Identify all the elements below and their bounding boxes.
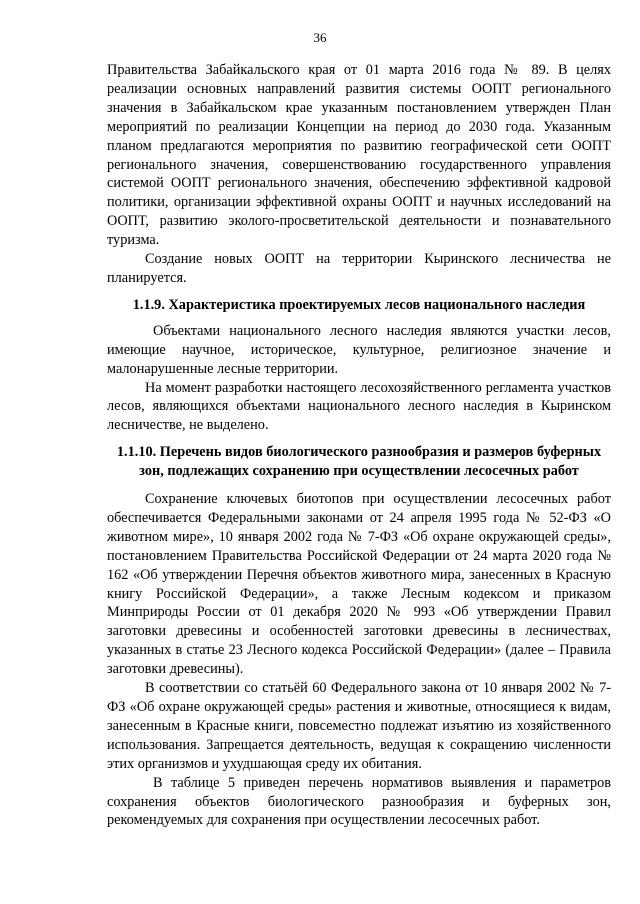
section-heading-1-1-10: 1.1.10. Перечень видов биологического разнообразия и размеров буферных зон, подлежащих сохранению при осуществлении лесосечных работ [116,444,602,480]
paragraph-table-5-reference: В таблице 5 приведен перечень нормативов выявления и параметров сохранения объектов биологического разнообразия и буферных зон, рекомендуемых для сохранения при осуществлении лесосечных работ. [107,774,611,829]
paragraph-article-60: В соответствии со статьёй 60 Федерального закона от 10 января 2002 № 7-ФЗ «Об охране окружающей среды» растения и животные, относящиеся к видам, занесенным в Красные книги, повсеместно подлежат изъятию из хозяйственного использования. Запрещается деятельность, ведущая к сокращению численности этих организмов и ухудшающая среду их обитания. [107,680,611,772]
paragraph-new-oopt: Создание новых ООПТ на территории Кыринского лесничества не планируется. [107,251,611,286]
page-number: 36 [313,30,327,45]
document-body [107,61,611,830]
paragraph-heritage-not-allocated: На момент разработки настоящего лесохозяйственного регламента участков лесов, являющихся объектами национального лесного наследия в Кыринском лесничестве, не выделено. [107,379,611,434]
section-heading-1-1-9: 1.1.9. Характеристика проектируемых лесов национального наследия [132,296,586,313]
paragraph-biotope-preservation: Сохранение ключевых биотопов при осуществлении лесосечных работ обеспечивается Федеральными законами от 24 апреля 1995 года № 52-ФЗ «О животном мире», 10 января 2002 года № 7-ФЗ «Об охране окружающей среды», постановлением Правительства Российской Федерации от 24 марта 2020 года № 162 «Об утверждении Перечня объектов животного мира, занесенных в Красную книгу Российской Федерации», а также Лесным кодексом и приказом Минприроды России от 01 декабря 2020 № 993 «Об утверждении Правил заготовки древесины и особенностей заготовки древесины в лесничествах, указанных в статье 23 Лесного кодекса Российской Федерации» (далее – Правила заготовки древесины). [107,491,611,678]
paragraph-national-heritage-objects: Объектами национального лесного наследия являются участки лесов, имеющие научное, историческое, культурное, религиозное значение и малонарушенные лесные территории. [107,322,611,377]
paragraph-oopt-plan: Правительства Забайкальского края от 01 марта 2016 года № 89. В целях реализации основных направлений развития системы ООПТ регионального значения в Забайкальском крае указанным постановлением утвержден План мероприятий по реализации Концепции на период до 2030 года. Указанным планом предлагаются мероприятия по развитию географической сети ООПТ регионального значения, совершенствованию государственного управления системой ООПТ регионального значения, обеспечению эффективной кадровой политики, организации эффективной охраны ООПТ и научных исследований на ООПТ, развитию эколого-просветительской деятельности и познавательного туризма. [107,62,611,249]
